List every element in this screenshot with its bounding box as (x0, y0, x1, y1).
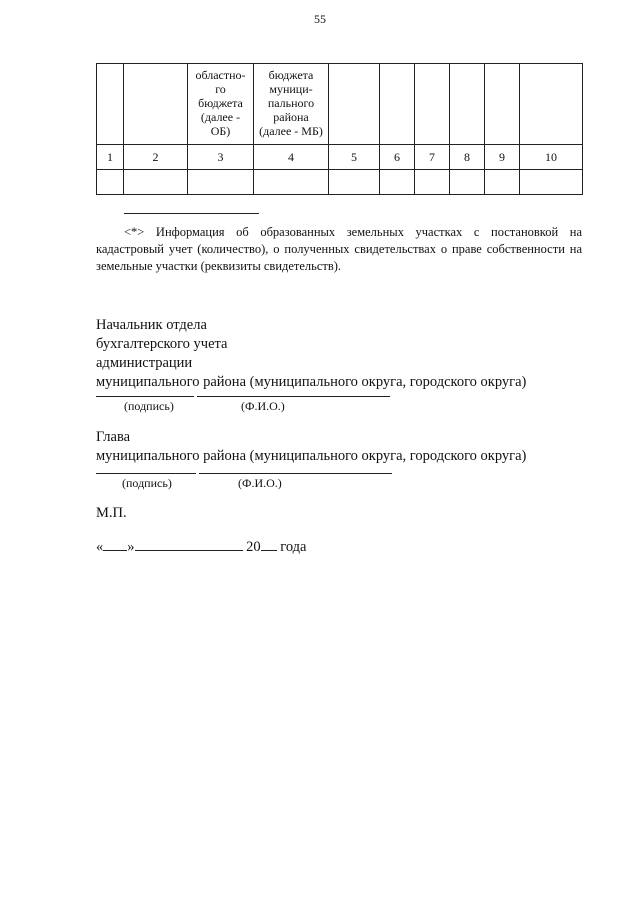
title-line: Глава (96, 429, 131, 445)
table-number-row (97, 145, 583, 170)
municipal-head-title (96, 428, 526, 466)
table-cell (254, 170, 329, 195)
name-line (199, 473, 392, 474)
column-number: 5 (329, 145, 380, 170)
column-number: 2 (124, 145, 188, 170)
title-line: администрации (96, 355, 193, 371)
title-line: Начальник отдела (96, 317, 207, 333)
table-header-cell (329, 64, 380, 145)
signature-line (96, 473, 196, 474)
table-cell (97, 170, 124, 195)
table-cell (380, 170, 415, 195)
report-table (96, 63, 583, 195)
stamp-label: М.П. (96, 505, 127, 521)
year-blank (261, 536, 277, 551)
footnote-divider (124, 213, 259, 214)
table-cell (329, 170, 380, 195)
table-header-cell (415, 64, 450, 145)
table-cell (485, 170, 520, 195)
table-header-row (97, 64, 583, 145)
title-line: муниципального района (муниципального округа, городского округа) (96, 374, 527, 390)
year-prefix: 20 (246, 539, 261, 555)
signature-line (96, 396, 194, 397)
column-number: 9 (485, 145, 520, 170)
accounting-head-title (96, 316, 526, 392)
column-number: 8 (450, 145, 485, 170)
month-blank (135, 536, 243, 551)
title-line: бухгалтерского учета (96, 336, 228, 352)
name-caption: (Ф.И.О.) (238, 476, 282, 490)
column-number: 1 (97, 145, 124, 170)
column-number: 6 (380, 145, 415, 170)
column-number: 10 (520, 145, 583, 170)
year-suffix: года (280, 539, 307, 555)
name-line (197, 396, 390, 397)
table-cell (415, 170, 450, 195)
open-quote: « (96, 539, 104, 555)
column-number: 3 (188, 145, 254, 170)
table-header-cell-mb: бюджета муници- пального района (далее - МБ) (254, 64, 329, 145)
table-cell (520, 170, 583, 195)
day-blank (103, 536, 127, 551)
date-line (96, 536, 306, 556)
close-quote: » (127, 539, 135, 555)
signature-caption: (подпись) (124, 399, 174, 413)
table-header-cell (97, 64, 124, 145)
page-number: 55 (314, 12, 326, 26)
column-number: 7 (415, 145, 450, 170)
table-header-cell-ob: областно- го бюджета (далее - ОБ) (188, 64, 254, 145)
table-header-cell (520, 64, 583, 145)
name-caption: (Ф.И.О.) (241, 399, 285, 413)
footnote-text: <*> Информация об образованных земельных участках с постановкой на кадастровый учет (количество), о полученных свидетельствах о праве собственности на земельные участки (реквизиты свидетельств). (96, 225, 582, 273)
table-header-cell (124, 64, 188, 145)
table-row (97, 170, 583, 195)
column-number: 4 (254, 145, 329, 170)
table-cell (124, 170, 188, 195)
title-line: муниципального района (муниципального округа, городского округа) (96, 448, 527, 464)
table-header-cell (380, 64, 415, 145)
table-cell (188, 170, 254, 195)
table-header-cell (485, 64, 520, 145)
table-header-cell (450, 64, 485, 145)
table-cell (450, 170, 485, 195)
signature-caption: (подпись) (122, 476, 172, 490)
